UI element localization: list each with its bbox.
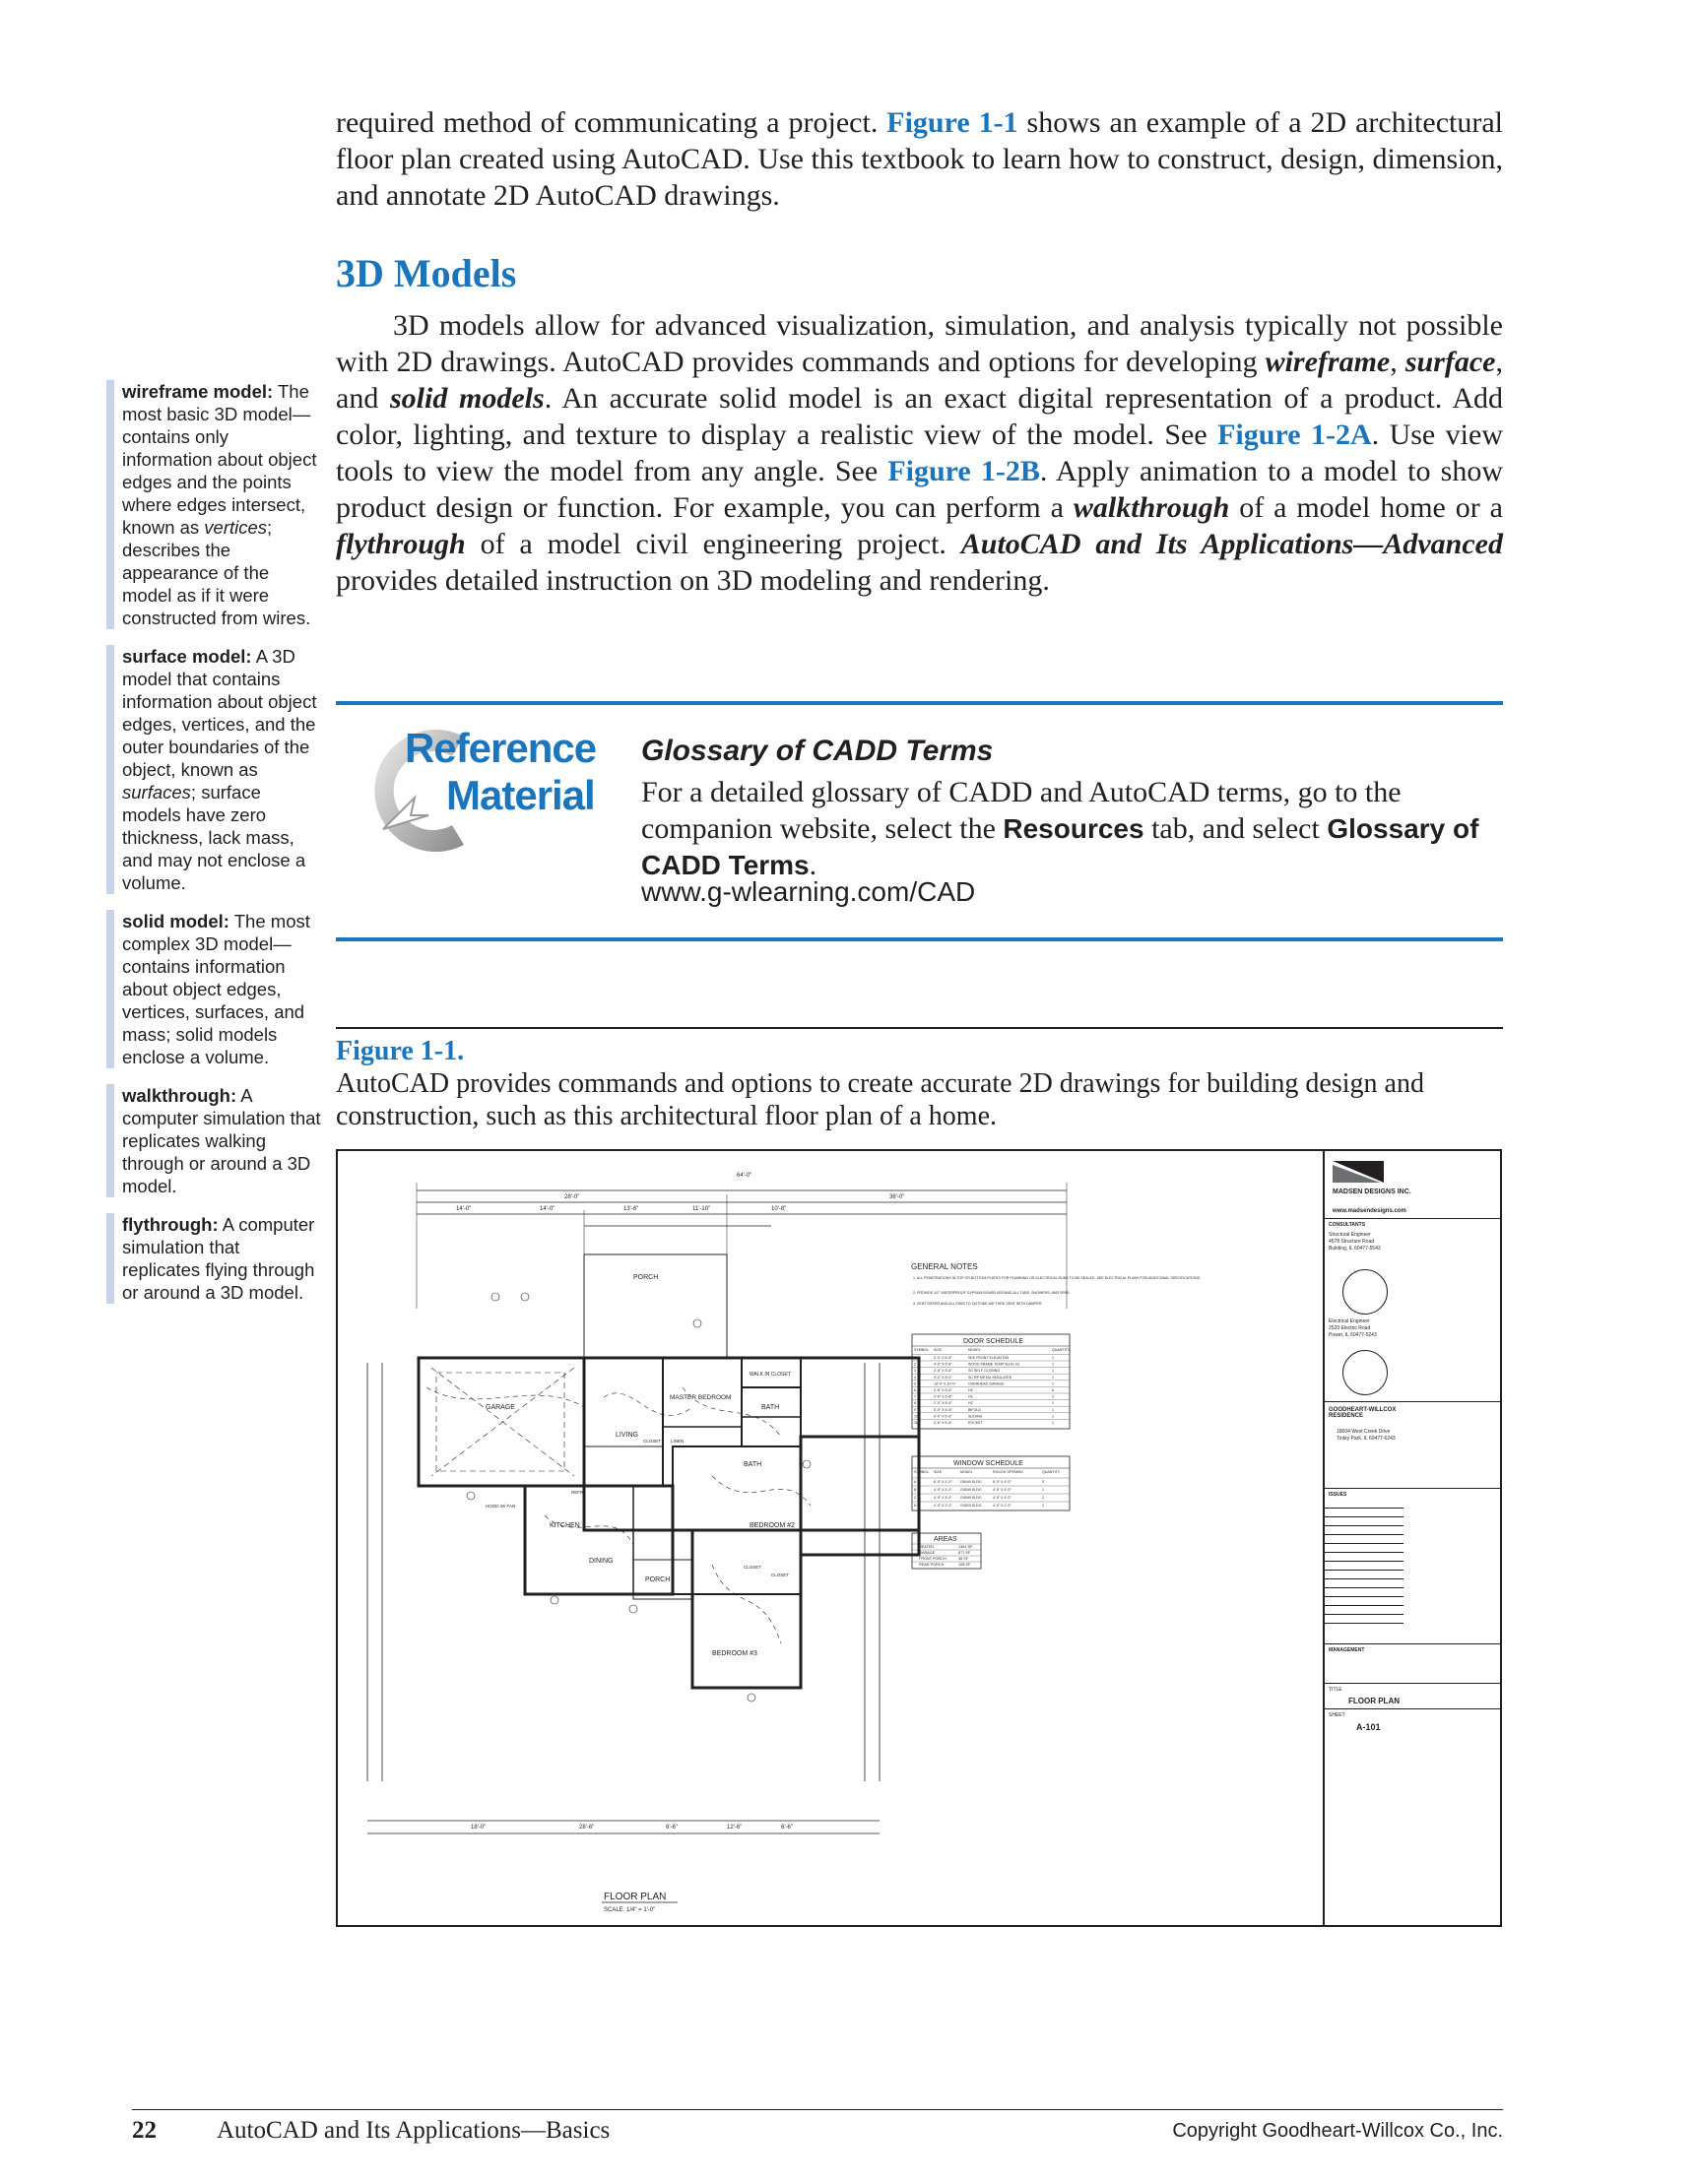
logo-word-material: Material: [446, 772, 595, 818]
door-schedule-cell: 1: [1052, 1421, 1054, 1425]
issues-grid-row: [1325, 1508, 1403, 1509]
issues-grid-row: [1325, 1587, 1403, 1588]
window-schedule-cell: G4020 SLDG: [960, 1504, 982, 1508]
sheet-title-label: TITLE: [1329, 1687, 1342, 1693]
figure-rule: [336, 1027, 1503, 1029]
window-schedule-cell: C: [914, 1496, 917, 1500]
door-schedule-cell: 3'-0" X 6'-8": [934, 1356, 952, 1360]
room-label: WALK IN CLOSET: [750, 1372, 791, 1378]
door-schedule-cell: OVERHEAD GARAGE: [968, 1381, 1005, 1386]
door-schedule-cell: 1: [1052, 1381, 1054, 1386]
glossary-term: wireframe model:: [122, 381, 274, 402]
intro-paragraph: [336, 104, 1503, 214]
room-label: CLOSET: [771, 1573, 790, 1577]
term-solid-models: solid models: [390, 382, 545, 415]
areas-title: AREAS: [934, 1536, 957, 1543]
area-value: 677 SF: [958, 1551, 971, 1555]
door-schedule-cell: SC SELF CLOSING: [968, 1369, 1001, 1374]
door-schedule-cell: BIFOLD: [968, 1407, 981, 1412]
term-wireframe: wireframe: [1265, 346, 1391, 378]
general-note: 1. ALL PENETRATIONS IN TOP OR BOTTOM PLATES FOR PLUMBING OR ELECTRICAL RUNS TO BE SEALED. SEE ELECTRICAL PLANS FOR ADDITIONAL SPECIFICATIONS.: [913, 1276, 1202, 1280]
resources-tab-name: Resources: [1003, 813, 1144, 844]
door-schedule-cell: 4'-0" X 6'-8": [934, 1362, 952, 1367]
dim-label: 12'-6": [727, 1825, 743, 1831]
models-text: . Use view tools to view the model from any angle. See: [336, 418, 1503, 487]
margin-glossary: [106, 380, 321, 1319]
door-schedule-cell: 16'-0" X 10'-0": [934, 1381, 956, 1386]
issues-label: ISSUES: [1329, 1492, 1347, 1498]
consultant-line: Building, IL 60477-5543: [1329, 1246, 1381, 1252]
general-notes-title: GENERAL NOTES: [911, 1262, 978, 1271]
glossary-entry: [106, 910, 321, 1068]
area-label: REAR PORCH: [919, 1563, 945, 1567]
dim-label: 18'-0": [471, 1825, 487, 1831]
project-name: GOODHEART-WILLCOX RESIDENCE: [1329, 1407, 1397, 1419]
door-schedule-cell: 8: [914, 1401, 916, 1406]
floor-plan-svg: [338, 1151, 1323, 1925]
door-schedule-cell: 2'-6" X 6'-8": [934, 1421, 952, 1425]
consultant-line: Structural Engineer: [1329, 1232, 1371, 1238]
window-schedule-cell: A: [914, 1480, 917, 1484]
consultant-line: Electrical Engineer: [1329, 1318, 1370, 1324]
window-schedule-cell: 1: [1042, 1504, 1044, 1508]
glossary-term: walkthrough:: [122, 1085, 237, 1106]
glossary-emphasis: vertices: [204, 517, 268, 538]
room-label: REFR: [571, 1490, 584, 1495]
door-schedule-cell: HC: [968, 1394, 974, 1399]
door-schedule-cell: SC RP METAL INSULATED: [968, 1375, 1012, 1380]
issues-grid-row: [1325, 1534, 1403, 1535]
consultant-line: 4578 Structure Road: [1329, 1239, 1375, 1245]
plan-title: FLOOR PLAN: [604, 1892, 667, 1902]
logo-word-reference: Reference: [405, 725, 597, 771]
models-paragraph: [336, 307, 1503, 599]
intro-text-1: required method of communicating a project.: [336, 106, 887, 139]
area-label: GARAGE: [919, 1551, 936, 1555]
room-label: PORCH: [633, 1274, 659, 1281]
dim-label: 28'-0": [564, 1194, 580, 1200]
door-schedule-cell: 6: [1052, 1388, 1054, 1392]
door-schedule-header: SIZE: [934, 1348, 942, 1352]
seal-circle: [1342, 1269, 1388, 1315]
term-surface: surface: [1404, 346, 1496, 378]
dim-label: 14'-0": [456, 1206, 472, 1212]
door-schedule-cell: HC: [968, 1401, 974, 1406]
reference-text: For a detailed glossary of CADD and AutoCAD terms, go to the companion website, select the: [641, 776, 1402, 845]
room-label: BEDROOM #2: [750, 1522, 795, 1529]
companion-website-link[interactable]: www.g-wlearning.com/CAD: [641, 876, 976, 907]
door-schedule-cell: 6'-0" X 6'-8": [934, 1414, 952, 1419]
reference-title: Glossary of CADD Terms: [641, 735, 994, 767]
issues-grid-row: [1325, 1614, 1403, 1615]
book-reference-advanced: AutoCAD and Its Applications—Advanced: [960, 528, 1503, 560]
dim-label: 11'-10": [692, 1206, 711, 1212]
window-schedule-cell: 6'-0" X 4'-0": [934, 1480, 952, 1484]
glossary-term: solid model:: [122, 911, 229, 931]
issues-grid-row: [1325, 1605, 1403, 1606]
area-value: 108 SF: [958, 1563, 971, 1567]
window-schedule-cell: 6'-0" X 4'-0": [993, 1480, 1012, 1484]
glossary-definition: ; describes the appearance of the model as if it were constructed from wires.: [122, 517, 311, 628]
window-schedule-header: SIZE: [934, 1470, 942, 1474]
door-schedule-cell: 1: [1052, 1369, 1054, 1374]
figure-1-2a-reference[interactable]: Figure 1-2A: [1217, 418, 1372, 451]
door-schedule-cell: 2: [914, 1362, 916, 1367]
window-schedule-cell: 4'-0" X 4'-0": [993, 1488, 1012, 1492]
door-schedule-cell: 5: [914, 1381, 916, 1386]
glossary-definition: The most basic 3D model—contains only information about object edges and the points where edges intersect, known as: [122, 381, 317, 538]
door-schedule-cell: 2: [1052, 1394, 1054, 1399]
door-schedule-cell: 2'-6" X 6'-8": [934, 1394, 952, 1399]
areas-table: [912, 1533, 981, 1569]
company-website[interactable]: www.madsendesigns.com: [1333, 1208, 1406, 1214]
room-label: BEDROOM #3: [712, 1650, 757, 1657]
glossary-entry: [106, 380, 321, 629]
window-schedule-cell: 4'-0" X 4'-0": [934, 1488, 952, 1492]
window-schedule-cell: G4040 SLDG: [960, 1488, 982, 1492]
consultants-label: CONSULTANTS: [1329, 1222, 1366, 1228]
glossary-definition: The most complex 3D model—contains information about object edges, vertices, surfaces, and mass; solid models enclose a volume.: [122, 911, 310, 1067]
reference-text: tab, and select: [1143, 812, 1328, 845]
door-schedule-cell: HC: [968, 1388, 974, 1392]
door-schedule-cell: 1: [914, 1356, 916, 1360]
window-schedule-cell: 4'-0" X 2'-0": [934, 1504, 952, 1508]
window-schedule-cell: 2: [1042, 1496, 1044, 1500]
models-text: , and: [336, 346, 1503, 415]
door-schedule-cell: 4: [914, 1375, 916, 1380]
room-label: DINING: [589, 1558, 614, 1565]
door-schedule-cell: 10: [914, 1414, 918, 1419]
door-schedule-cell: 1: [1052, 1362, 1054, 1367]
window-schedule-cell: G4040 SLDG: [960, 1496, 982, 1500]
intro-text-2: shows an example of a 2D architectural floor plan created using AutoCAD. Use this textbook to learn how to construct, design, dimension, and annotate 2D AutoCAD drawings.: [336, 106, 1503, 212]
models-text: 3D models allow for advanced visualization, simulation, and analysis typically not possible with 2D drawings. AutoCAD provides commands and options for developing: [336, 309, 1503, 378]
door-schedule-cell: POCKET: [968, 1421, 983, 1425]
issues-grid-row: [1325, 1623, 1403, 1624]
window-schedule-title: WINDOW SCHEDULE: [953, 1460, 1023, 1467]
door-schedule-header: MODEL: [968, 1348, 981, 1352]
window-schedule-cell: 1: [1042, 1488, 1044, 1492]
models-text: of a model home or a: [1229, 491, 1503, 524]
dim-label: 10'-8": [771, 1206, 787, 1212]
room-label: HOOD W/ FAN: [486, 1504, 516, 1509]
issues-grid-row: [1325, 1516, 1403, 1517]
door-schedule-cell: 1: [1052, 1407, 1054, 1412]
issues-grid-row: [1325, 1543, 1403, 1544]
general-note: 3. VENT DRYER AND ALL FANS TO OUTSIDE AIR THRU VENT WITH DAMPER.: [913, 1302, 1043, 1306]
book-title: AutoCAD and Its Applications—Basics: [217, 2117, 611, 2144]
term-walkthrough: walkthrough: [1073, 491, 1230, 524]
issues-grid: [1325, 1508, 1403, 1636]
window-schedule-header: ROUGH OPENING: [993, 1470, 1023, 1474]
models-text: ,: [1390, 346, 1405, 378]
management-label: MANAGEMENT: [1329, 1647, 1365, 1653]
room-label: BATH: [761, 1404, 780, 1411]
glossary-entry: [106, 1213, 321, 1304]
reference-body: [641, 774, 1488, 883]
room-label: CLOSET: [744, 1565, 762, 1570]
window-schedule-cell: D: [914, 1504, 917, 1508]
dim-label: 13'-6": [623, 1206, 639, 1212]
sheet-label: SHEET: [1329, 1712, 1345, 1718]
window-schedule-header: MODEL: [960, 1470, 973, 1474]
area-value: 48 SF: [958, 1557, 969, 1561]
consultant-line: Power, IL 60477-5243: [1329, 1332, 1377, 1338]
general-note: 2. PROVIDE 1/2" WATERPROOF GYPSUM BOARD AROUND ALL TUBS, SHOWERS, AND SPAS.: [913, 1291, 1071, 1295]
area-value: 1381 SF: [958, 1545, 973, 1549]
issues-grid-row: [1325, 1570, 1403, 1571]
company-name: MADSEN DESIGNS INC.: [1333, 1188, 1411, 1195]
models-text: . Apply animation to a model to show product design or function. For example, you can perform a: [336, 455, 1503, 524]
window-schedule-header: SYMBOL: [914, 1470, 929, 1474]
door-schedule-cell: 3: [914, 1369, 916, 1374]
floor-plan-drawing: [336, 1149, 1502, 1927]
door-schedule-header: SYMBOL: [914, 1348, 929, 1352]
glossary-link-name: Glossary of CADD Terms: [641, 813, 1479, 880]
door-schedule-cell: SEE FRONT ELEVATION: [968, 1356, 1010, 1360]
dim-label: 14'-0": [540, 1206, 555, 1212]
room-label: LIVING: [616, 1432, 638, 1439]
models-text: . An accurate solid model is an exact digital representation of a product. Add color, lighting, and texture to display a realistic view of the model. See: [336, 382, 1503, 451]
room-label: BATH: [744, 1461, 762, 1468]
issues-grid-row: [1325, 1578, 1403, 1579]
dim-label: 6'-6": [666, 1825, 678, 1831]
room-label: LINEN: [671, 1439, 685, 1444]
models-text: of a model civil engineering project.: [465, 528, 961, 560]
issues-grid-row: [1325, 1596, 1403, 1597]
window-schedule-cell: G6040 SLDG: [960, 1480, 982, 1484]
door-schedule-cell: SLIDING: [968, 1414, 983, 1419]
door-schedule-cell: 1: [1052, 1356, 1054, 1360]
door-schedule-cell: 1: [1052, 1375, 1054, 1380]
glossary-definition: A computer simulation that replicates walking through or around a 3D model.: [122, 1085, 321, 1196]
glossary-emphasis: surfaces: [122, 782, 191, 803]
area-label: HEATED: [919, 1545, 935, 1549]
door-schedule-cell: 7: [914, 1394, 916, 1399]
door-schedule-cell: 2'-8" X 6'-8": [934, 1369, 952, 1374]
figure-label: Figure 1-1.: [336, 1036, 465, 1066]
project-address: 18604 West Creek Drive: [1337, 1429, 1391, 1435]
door-schedule-cell: 6: [914, 1388, 916, 1392]
area-label: FRONT PORCH: [919, 1557, 946, 1561]
term-flythrough: flythrough: [336, 528, 466, 560]
room-label: PORCH: [645, 1576, 671, 1583]
door-schedule-cell: 5'-0" X 6'-8": [934, 1407, 952, 1412]
door-schedule: [912, 1334, 1071, 1429]
window-schedule-cell: 3: [1042, 1480, 1044, 1484]
models-text: provides detailed instruction on 3D modeling and rendering.: [336, 564, 1050, 597]
reference-material-box: [336, 701, 1503, 941]
room-label: KITCHEN: [550, 1522, 580, 1529]
issues-grid-row: [1325, 1525, 1403, 1526]
room-label: MASTER BEDROOM: [670, 1394, 732, 1401]
door-schedule-cell: WOOD FRAME TEMP SLDG GL: [968, 1362, 1020, 1367]
issues-grid-row: [1325, 1552, 1403, 1553]
dim-label: 36'-0": [889, 1194, 905, 1200]
door-schedule-cell: 2'-8" X 6'-8": [934, 1388, 952, 1392]
glossary-definition: ; surface models have zero thickness, lack mass, and may not enclose a volume.: [122, 782, 306, 893]
glossary-term: surface model:: [122, 646, 252, 667]
sheet-number: A-101: [1356, 1722, 1381, 1732]
door-schedule-cell: 9'-0" X 8'-0": [934, 1375, 952, 1380]
glossary-definition: A 3D model that contains information about object edges, vertices, and the outer boundaries of the object, known as: [122, 646, 317, 780]
window-schedule-cell: B: [914, 1488, 917, 1492]
door-schedule-cell: 9: [914, 1407, 916, 1412]
window-schedule-cell: 4'-0" X 4'-0": [934, 1496, 952, 1500]
door-schedule-cell: 1: [1052, 1414, 1054, 1419]
figure-1-2b-reference[interactable]: Figure 1-2B: [887, 455, 1040, 487]
footer-rule: [132, 2109, 1503, 2110]
door-schedule-cell: 2'-0" X 6'-8": [934, 1401, 952, 1406]
room-label: GARAGE: [486, 1404, 515, 1411]
issues-grid-row: [1325, 1561, 1403, 1562]
dim-label: 6'-6": [781, 1825, 793, 1831]
plan-scale: SCALE: 1/4" = 1'-0": [604, 1907, 656, 1913]
window-schedule-cell: 4'-0" X 4'-0": [993, 1496, 1012, 1500]
figure-1-1-reference[interactable]: Figure 1-1: [886, 106, 1018, 139]
room-label: CLOSET: [643, 1439, 662, 1444]
window-schedule-header: QUANTITY: [1042, 1470, 1061, 1474]
window-schedule-cell: 4'-0" X 2'-0": [993, 1504, 1012, 1508]
window-schedule: [912, 1456, 1070, 1510]
page-number: 22: [132, 2117, 157, 2144]
company-logo-icon: [1325, 1151, 1502, 1210]
dim-label: 64'-0": [737, 1173, 752, 1179]
door-schedule-cell: 11: [914, 1421, 918, 1425]
copyright-notice: Copyright Goodheart-Willcox Co., Inc.: [1172, 2120, 1503, 2142]
consultant-line: 2520 Electric Road: [1329, 1325, 1371, 1331]
glossary-entry: [106, 645, 321, 894]
door-schedule-header: QUANTITY: [1052, 1348, 1071, 1352]
door-schedule-cell: 1: [1052, 1401, 1054, 1406]
dim-label: 28'-6": [579, 1825, 595, 1831]
project-address: Tinley Park, IL 60477-6243: [1337, 1436, 1396, 1442]
glossary-entry: [106, 1084, 321, 1197]
figure-caption: AutoCAD provides commands and options to create accurate 2D drawings for building design and construction, such as this architectural floor plan of a home.: [336, 1068, 1424, 1131]
reference-text: .: [809, 849, 817, 881]
door-schedule-title: DOOR SCHEDULE: [963, 1338, 1024, 1345]
sheet-title: FLOOR PLAN: [1348, 1697, 1400, 1705]
section-heading-3d-models: 3D Models: [336, 251, 517, 295]
title-block: [1323, 1151, 1502, 1925]
seal-circle: [1342, 1350, 1388, 1395]
glossary-definition: A computer simulation that replicates flying through or around a 3D model.: [122, 1214, 315, 1303]
glossary-term: flythrough:: [122, 1214, 219, 1235]
